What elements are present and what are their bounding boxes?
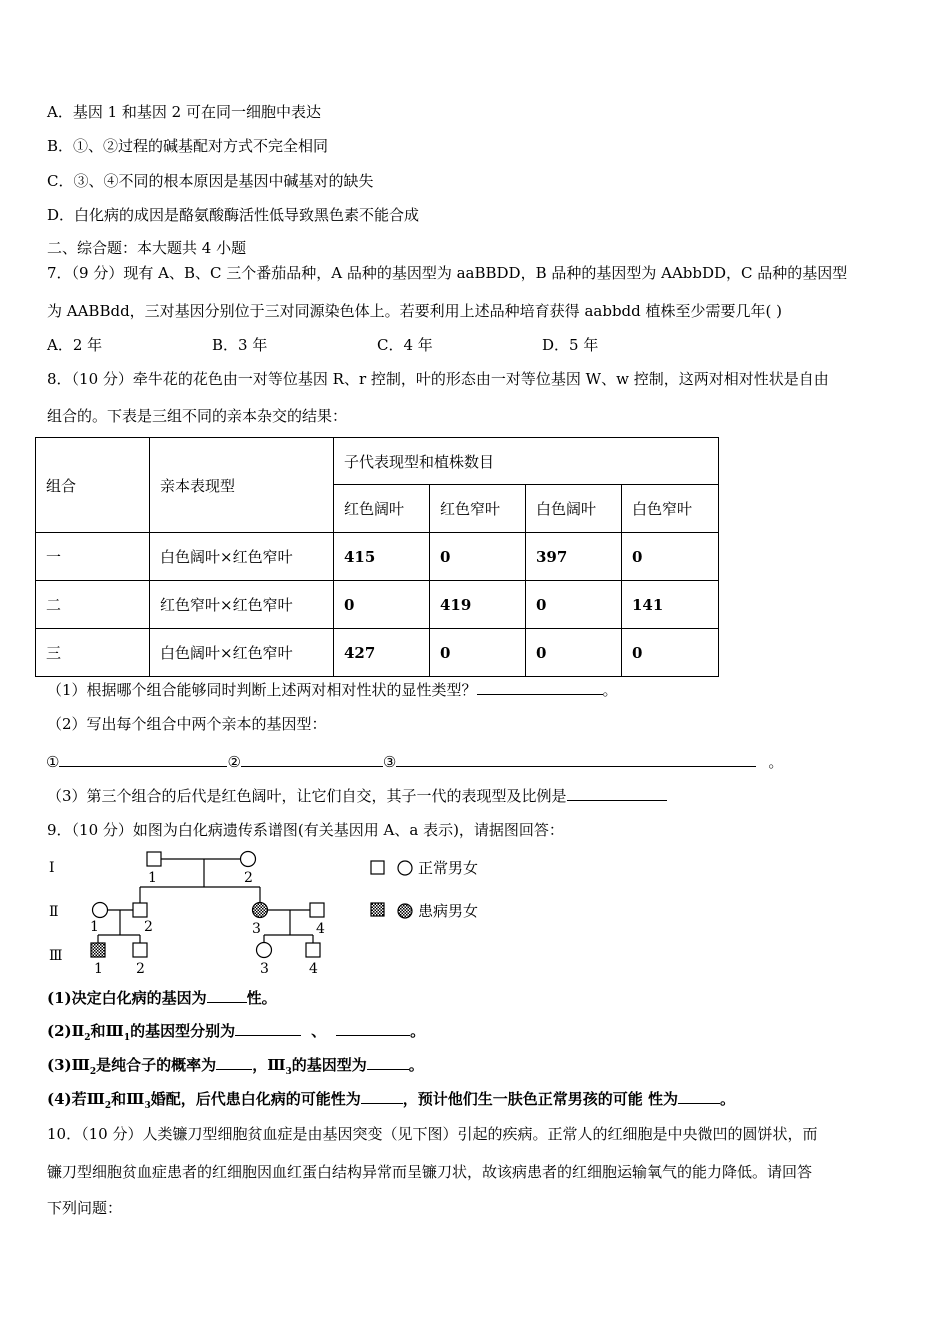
q9-sub4 [47, 1089, 735, 1116]
q10-line2: 镰刀型细胞贫血症患者的红细胞因血红蛋白结构异常而呈镰刀状，故该病患者的红细胞运输氧气的能力降低。请回答 [47, 1163, 813, 1181]
subscript: 1 [123, 1033, 131, 1043]
row-value: 0 [430, 629, 526, 677]
q9-sub4-d: ，预计他们生一肤色正常男孩的可能 性为 [402, 1090, 678, 1108]
subheader-white-narrow: 白色窄叶 [622, 485, 719, 533]
row-parent: 白色阔叶×红色窄叶 [150, 629, 334, 677]
q9-sub3-d: 的基因型为 [291, 1056, 367, 1074]
subscript: 2 [89, 1067, 97, 1077]
gen1-female [241, 852, 256, 867]
q9-sub2-b: 和Ⅲ [90, 1022, 124, 1040]
answer-blank[interactable] [207, 988, 247, 1003]
gen2-male-4 [310, 903, 324, 917]
gen1-label: Ⅰ [49, 860, 55, 876]
row-group: 三 [36, 629, 150, 677]
num-label: 1 [148, 870, 157, 886]
answer-blank[interactable] [361, 1089, 403, 1104]
gen2-label: Ⅱ [49, 904, 59, 920]
q7-option-b: B．3 年 [212, 336, 268, 354]
marker-1: ① [46, 753, 60, 771]
q9-sub3-b: 是纯合子的概率为 [96, 1056, 217, 1074]
row-group: 二 [36, 581, 150, 629]
gen2-female-1 [93, 903, 108, 918]
results-table [35, 437, 719, 677]
q9-sub2-d: 、 [311, 1022, 327, 1040]
q9-sub1 [47, 988, 277, 1008]
answer-blank[interactable] [567, 786, 667, 801]
row-value: 0 [622, 533, 719, 581]
legend-ill-label: 患病男女 [418, 902, 479, 920]
table-row [36, 581, 719, 629]
marker-2: ② [227, 753, 241, 771]
gen3-male-1-affected [91, 943, 105, 957]
q9-sub2-a: (2)Ⅱ [47, 1022, 85, 1040]
gen3-male-4 [306, 943, 320, 957]
option-c: C．③、④不同的根本原因是基因中碱基对的缺失 [47, 172, 374, 190]
legend-normal-label: 正常男女 [418, 859, 479, 877]
gen1-male [147, 852, 161, 866]
q8-part1 [47, 680, 618, 700]
q8-part1-text: （1）根据哪个组合能够同时判断上述两对相对性状的显性类型？ [47, 681, 477, 699]
q7-line1: 7．（9 分）现有 A、B、C 三个番茄品种，A 品种的基因型为 aaBBDD，B 品种的基因型为 AAbbDD，C 品种的基因型 [47, 264, 848, 282]
legend-ill-male [371, 903, 384, 916]
answer-blank[interactable] [477, 680, 603, 695]
num-label: 2 [136, 961, 145, 977]
q9-sub3-c: ，Ⅲ [252, 1056, 286, 1074]
q7-option-a: A．2 年 [47, 336, 103, 354]
row-value: 415 [334, 533, 430, 581]
legend-normal-male [371, 861, 384, 874]
answer-blank[interactable] [235, 1021, 301, 1036]
subscript: 2 [104, 1101, 112, 1111]
subscript: 2 [84, 1033, 91, 1043]
answer-blank[interactable] [367, 1055, 409, 1070]
q8-line1: 8．（10 分）牵牛花的花色由一对等位基因 R、r 控制，叶的形态由一对等位基因 W、w 控制，这两对相对性状是自由 [47, 370, 829, 388]
q8-part1-end: 。 [602, 681, 618, 699]
q9-sub1-text: (1)决定白化病的基因为 [47, 989, 207, 1007]
gen3-female-3 [257, 943, 272, 958]
pedigree-chart [40, 845, 510, 980]
q8-part3 [47, 786, 667, 806]
row-value: 427 [334, 629, 430, 677]
num-label: 3 [260, 961, 269, 977]
row-group: 一 [36, 533, 150, 581]
header-group: 组合 [36, 438, 150, 533]
q7-line2: 为 AABBdd，三对基因分别位于三对同源染色体上。若要利用上述品种培育获得 aabbdd 植株至少需要几年( ) [47, 302, 782, 320]
num-label: 1 [90, 919, 99, 935]
q7-option-c: C．4 年 [377, 336, 433, 354]
row-value: 397 [526, 533, 622, 581]
gen2-female-3-affected [253, 903, 268, 918]
row-value: 0 [430, 533, 526, 581]
q9-sub3-e: 。 [408, 1056, 424, 1074]
option-b: B．①、②过程的碱基配对方式不完全相同 [47, 137, 329, 155]
answer-blank[interactable] [678, 1089, 720, 1104]
q9-sub1-end: 性。 [246, 989, 277, 1007]
q8-part2: （2）写出每个组合中两个亲本的基因型： [47, 715, 327, 733]
answer-blank[interactable] [396, 752, 756, 767]
q10-line3: 下列问题： [47, 1199, 123, 1217]
answer-blank[interactable] [216, 1055, 252, 1070]
q9-sub4-c: 婚配，后代患白化病的可能性为 [150, 1090, 361, 1108]
num-label: 2 [144, 919, 153, 935]
q9-line1: 9．（10 分）如图为白化病遗传系谱图(有关基因用 A、a 表示)，请据图回答： [47, 821, 564, 839]
option-d: D．白化病的成因是酪氨酸酶活性低导致黑色素不能合成 [47, 206, 420, 224]
q8-line2: 组合的。下表是三组不同的亲本杂交的结果： [47, 407, 348, 425]
num-label: 4 [309, 961, 318, 977]
q8-genotype-blanks [46, 752, 783, 772]
q9-sub4-e: 。 [719, 1090, 735, 1108]
row-value: 419 [430, 581, 526, 629]
subscript: 3 [144, 1101, 151, 1111]
row-parent: 白色阔叶×红色窄叶 [150, 533, 334, 581]
q9-sub2-c: 的基因型分别为 [130, 1022, 236, 1040]
header-parent: 亲本表现型 [150, 438, 334, 533]
header-offspring: 子代表现型和植株数目 [334, 438, 719, 485]
subscript: 3 [285, 1067, 292, 1077]
q10-line1: 10．（10 分）人类镰刀型细胞贫血症是由基因突变（见下图）引起的疾病。正常人的红细胞是中央微凹的圆饼状，而 [47, 1125, 818, 1143]
num-label: 3 [252, 921, 261, 937]
subheader-red-narrow: 红色窄叶 [430, 485, 526, 533]
num-label: 1 [94, 961, 103, 977]
num-label: 2 [244, 870, 253, 886]
gen3-label: Ⅲ [49, 948, 63, 964]
row-value: 0 [334, 581, 430, 629]
q7-option-d: D．5 年 [542, 336, 599, 354]
row-value: 0 [526, 629, 622, 677]
legend-normal-female [398, 861, 412, 875]
subheader-red-broad: 红色阔叶 [334, 485, 430, 533]
answer-blank[interactable] [241, 752, 383, 767]
answer-blank[interactable] [59, 752, 227, 767]
row-value: 0 [526, 581, 622, 629]
gen2-male-2 [133, 903, 147, 917]
subheader-white-broad: 白色阔叶 [526, 485, 622, 533]
q9-sub4-b: 和Ⅲ [111, 1090, 145, 1108]
marker-end: 。 [768, 753, 784, 771]
num-label: 4 [316, 921, 325, 937]
table-row [36, 533, 719, 581]
marker-3: ③ [382, 753, 397, 771]
row-value: 0 [622, 629, 719, 677]
row-value: 141 [622, 581, 719, 629]
q8-part3-text: （3）第三个组合的后代是红色阔叶，让它们自交，其子一代的表现型及比例是 [47, 787, 567, 805]
q9-sub2 [47, 1021, 425, 1048]
option-a: A．基因 1 和基因 2 可在同一细胞中表达 [47, 103, 321, 121]
answer-blank[interactable] [336, 1021, 410, 1036]
q9-sub4-a: (4)若Ⅲ [47, 1090, 105, 1108]
table-row [36, 629, 719, 677]
section-heading: 二、综合题：本大题共 4 小题 [47, 239, 247, 257]
legend-ill-female [398, 904, 412, 918]
q9-sub2-e: 。 [410, 1022, 426, 1040]
q9-sub3-a: (3)Ⅲ [47, 1056, 90, 1074]
row-parent: 红色窄叶×红色窄叶 [150, 581, 334, 629]
q9-sub3 [47, 1055, 424, 1082]
gen3-male-2 [133, 943, 147, 957]
